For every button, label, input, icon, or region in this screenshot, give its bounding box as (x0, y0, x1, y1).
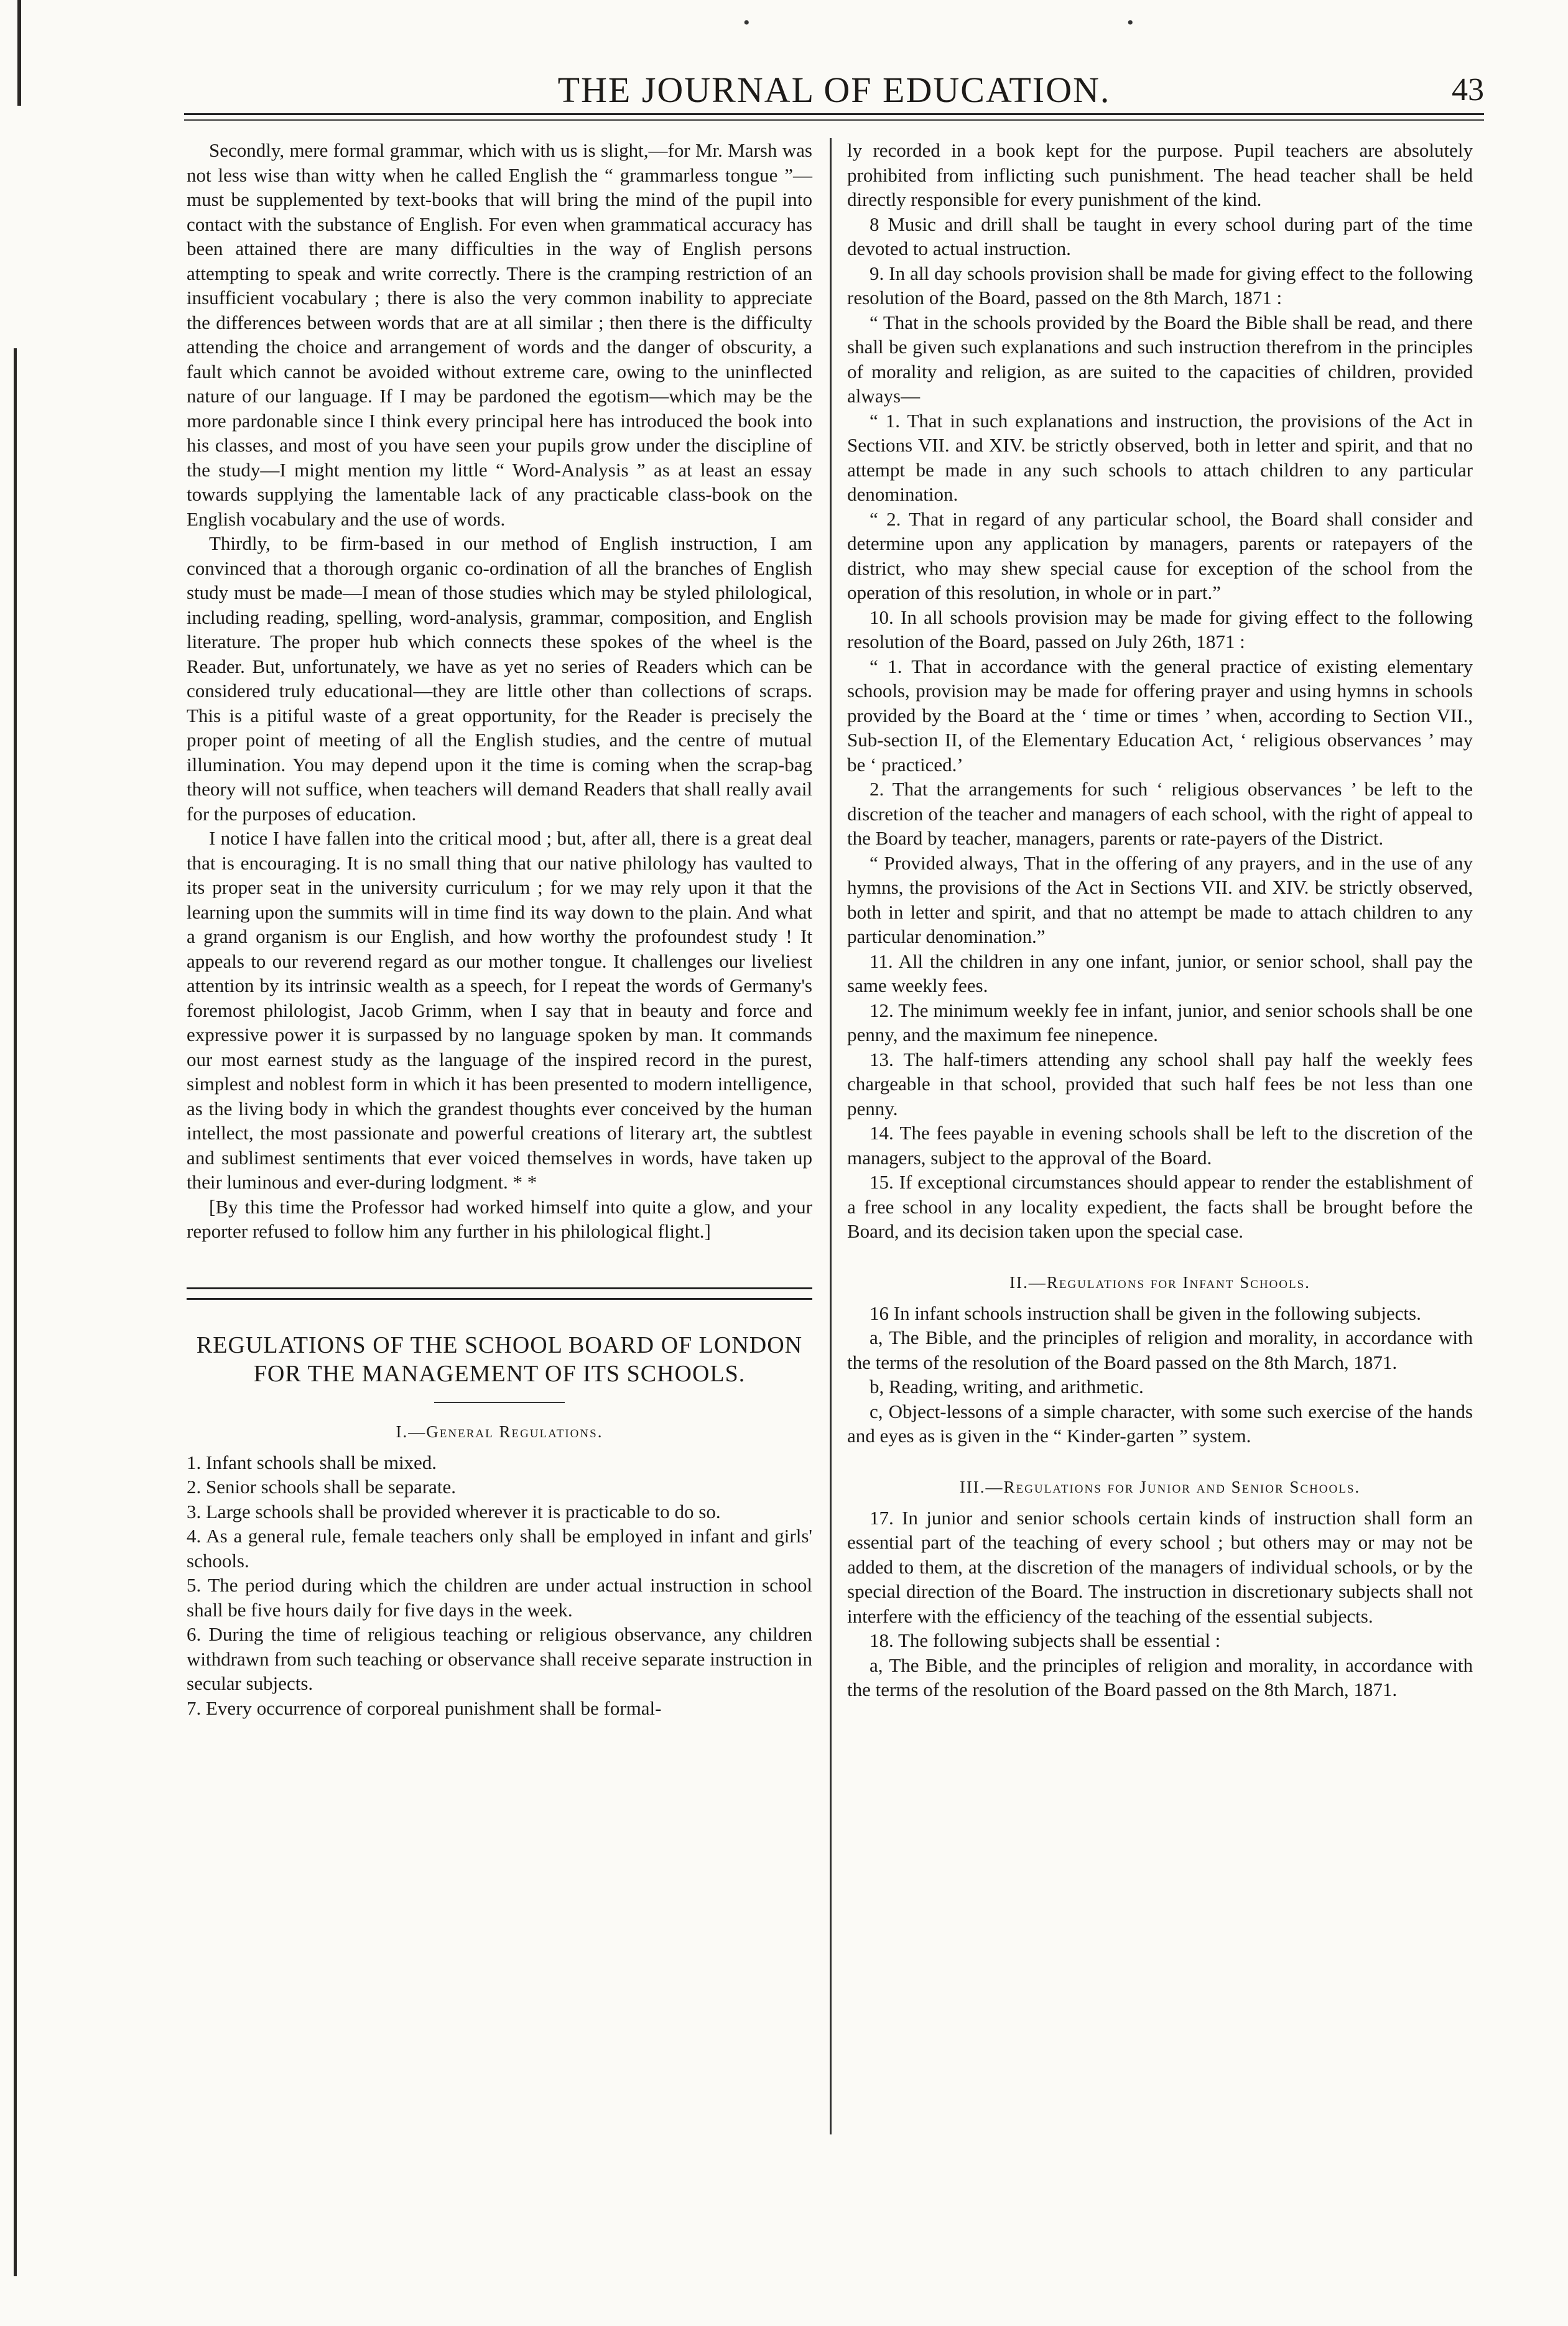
paragraph: 9. In all day schools provision shall be made for giving effect to the following resolution of the Board, passed on the 8th March, 1871 : (847, 262, 1473, 308)
journal-title: THE JOURNAL OF EDUCATION. (557, 70, 1111, 110)
list-item: 2. Senior schools shall be separate. (187, 1476, 457, 1498)
paragraph: 18. The following subjects shall be essential : (870, 1629, 1221, 1651)
paragraph: [By this time the Professor had worked himself into quite a glow, and your reporter refused to follow him any further in his philological flight.] (187, 1195, 812, 1242)
binding-edge-top (17, 0, 21, 106)
paragraph: 10. In all schools provision may be made for giving effect to the following resolution of the Board, passed on July 26th, 1871 : (847, 606, 1473, 652)
quote-paragraph: “ That in the schools provided by the Board the Bible shall be read, and there shall be given such explanations and such instruction therefrom in the principles of morality and religion, as are suited to the capacities of children, provided always— (847, 311, 1473, 407)
paragraph: 11. All the children in any one infant, junior, or senior school, shall pay the same weekly fees. (847, 950, 1473, 996)
page-header (184, 67, 1484, 115)
paragraph: 15. If exceptional circumstances should appear to render the establishment of a free school in any locality expedient, the facts shall be brought before the Board, and its decision taken upon the special case. (847, 1171, 1473, 1242)
column-rule (830, 138, 832, 2134)
list-item: 6. During the time of religious teaching or religious observance, any children withdrawn from such teaching or observance shall receive separate instruction in secular subjects. (187, 1623, 812, 1694)
paragraph: b, Reading, writing, and arithmetic. (870, 1376, 1144, 1397)
paragraph: 13. The half-timers attending any school shall pay half the weekly fees chargeable in that school, provided that such half fees be not less than one penny. (847, 1048, 1473, 1119)
paragraph: a, The Bible, and the principles of religion and morality, in accordance with the terms of the resolution of the Board passed on the 8th March, 1871. (847, 1327, 1473, 1373)
paragraph: Thirdly, to be firm-based in our method of English instruction, I am convinced that a thorough organic co-ordination of all the branches of English study must be made—I mean of those studies which may be styled philological, including reading, spelling, word-analysis, grammar, composition, and English literature. The proper hub which connects these spokes of the wheel is the Reader. But, unfortunately, we have as yet no series of Readers which can be considered truly educational—they are little other than collections of scraps. This is a pitiful waste of a great opportunity, for the Reader is precisely the proper point of meeting of all the English studies, and the centre of mutual illumination. You may depend upon it the time is coming when the scrap-bag theory will not suffice, when teachers will demand Readers that shall really avail for the purposes of education. (187, 532, 812, 825)
list-item: 1. Infant schools shall be mixed. (187, 1451, 437, 1473)
print-speck: • (743, 12, 750, 33)
paragraph: I notice I have fallen into the critical mood ; but, after all, there is a great deal that is encouraging. It is no small thing that our native philology has vaulted to its proper seat in the university curriculum ; for we may rely upon it that the learning upon the summits will in time find its way down to the plain. And what a grand organism is our English, and how worthy the profoundest study ! It appeals to our reverend regard as our mother tongue. It challenges our liveliest attention by its intrinsic wealth as a speech, for I repeat the words of Germany's foremost philologist, Jacob Grimm, when I say that in beauty and force and expressive power it is surpassed by no language spoken by man. It commands our most earnest study as the language of the inspired record in the purest, simplest and noblest form in which it has been presented to modern intelligence, as the living body in which the grandest thoughts ever conceived by the human intellect, the most passionate and powerful creations of literary art, the subtlest and sublimest sentiments that ever voiced themselves in words, have taken up their luminous and ever-during lodgment. * * (187, 827, 812, 1193)
quote-paragraph: “ 2. That in regard of any particular school, the Board shall consider and determine upon any application by managers, parents or ratepayers of the district, who may shew special cause for exception of the school from the operation of this resolution, in whole or in part.” (847, 507, 1473, 603)
quote-paragraph: 2. That the arrangements for such ‘ religious observances ’ be left to the discretion of the teacher and managers of each school, with the right of appeal to the Board by teacher, managers, parents or rate-payers of the District. (847, 778, 1473, 849)
page-number: 43 (1452, 72, 1484, 108)
list-item: 7. Every occurrence of corporeal punishment shall be formal- (187, 1697, 662, 1719)
paragraph: 14. The fees payable in evening schools shall be left to the discretion of the managers, subject to the approval of the Board. (847, 1122, 1473, 1169)
quote-paragraph: “ 1. That in accordance with the general practice of existing elementary schools, provision may be made for offering prayer and using hymns in schools provided by the Board at the ‘ time or times ’ when, according to Section VII., Sub-section II, of the Elementary Education Act, ‘ religious observances ’ may be ‘ practiced.’ (847, 655, 1473, 776)
paragraph: 16 In infant schools instruction shall be given in the following subjects. (870, 1302, 1421, 1324)
paragraph: 12. The minimum weekly fee in infant, junior, and senior schools shall be one penny, and the maximum fee ninepence. (847, 999, 1473, 1045)
list-item: 3. Large schools shall be provided wherever it is practicable to do so. (187, 1500, 721, 1522)
paragraph: 8 Music and drill shall be taught in every school during part of the time devoted to actual instruction. (847, 213, 1473, 259)
binding-edge (14, 348, 17, 2276)
subheading: I.—General Regulations. (396, 1422, 603, 1441)
paragraph: 17. In junior and senior schools certain kinds of instruction shall form an essential part of the teaching of every school ; but others may or may not be added to them, at the discretion of the managers of individual schools, or by the special direction of the Board. The instruction in discretionary subjects shall not interfere with the efficiency of the teaching of the essential subjects. (847, 1506, 1473, 1627)
right-column (847, 138, 1473, 1702)
list-item: 5. The period during which the children are under actual instruction in school shall be five hours daily for five days in the week. (187, 1574, 812, 1621)
subheading: III.—Regulations for Junior and Senior Schools. (959, 1477, 1361, 1496)
subheading: II.—Regulations for Infant Schools. (1009, 1272, 1311, 1292)
left-column (187, 138, 812, 1720)
short-rule (434, 1402, 565, 1403)
paragraph: c, Object-lessons of a simple character, with some such exercise of the hands and eyes as is given in the “ Kinder-garten ” system. (847, 1400, 1473, 1447)
header-rule (184, 119, 1484, 121)
paragraph: ly recorded in a book kept for the purpose. Pupil teachers are absolutely prohibited from inflicting such punishment. The head teacher shall be held directly responsible for every punishment of the kind. (847, 139, 1473, 210)
section-divider (187, 1287, 812, 1300)
print-speck: • (1127, 12, 1134, 33)
quote-paragraph: “ 1. That in such explanations and instruction, the provisions of the Act in Sections VII. and XIV. be strictly observed, both in letter and spirit, and that no attempt be made in any such schools to attach children to any particular denomination. (847, 409, 1473, 505)
paragraph: Secondly, mere formal grammar, which with us is slight,—for Mr. Marsh was not less wise than witty when he called English the “ grammarless tongue ”—must be supplemented by text-books that will bring the mind of the pupil into contact with the substance of English. For even when grammatical accuracy has been attained there are many difficulties in the way of English persons attempting to speak and write correctly. There is the cramping restriction of an insufficient vocabulary ; there is also the very common inability to appreciate the differences between words that are at all similar ; then there is the difficulty attending the choice and arrangement of words and the danger of obscurity, a fault which cannot be avoided without extreme care, owing to the uninflected nature of our language. If I may be pardoned the egotism—which may be the more pardonable since I think every principal here has introduced the book into his classes, and most of you have seen your pupils grow under the discipline of the study—I might mention my little “ Word-Analysis ” as at least an essay towards supplying the lamentable lack of any practicable class-book on the English vocabulary and the use of words. (187, 139, 812, 530)
section-title: REGULATIONS OF THE SCHOOL BOARD OF LONDON FOR THE MANAGEMENT OF ITS SCHOOLS. (196, 1332, 803, 1387)
list-item: 4. As a general rule, female teachers only shall be employed in infant and girls' schools. (187, 1525, 812, 1572)
quote-paragraph: “ Provided always, That in the offering of any prayers, and in the use of any hymns, the provisions of the Act in Sections VII. and XIV. be strictly observed, both in letter and spirit, and that no attempt be made to attach children to any particular denomination.” (847, 851, 1473, 947)
paragraph: a, The Bible, and the principles of religion and morality, in accordance with the terms of the resolution of the Board passed on the 8th March, 1871. (847, 1654, 1473, 1700)
